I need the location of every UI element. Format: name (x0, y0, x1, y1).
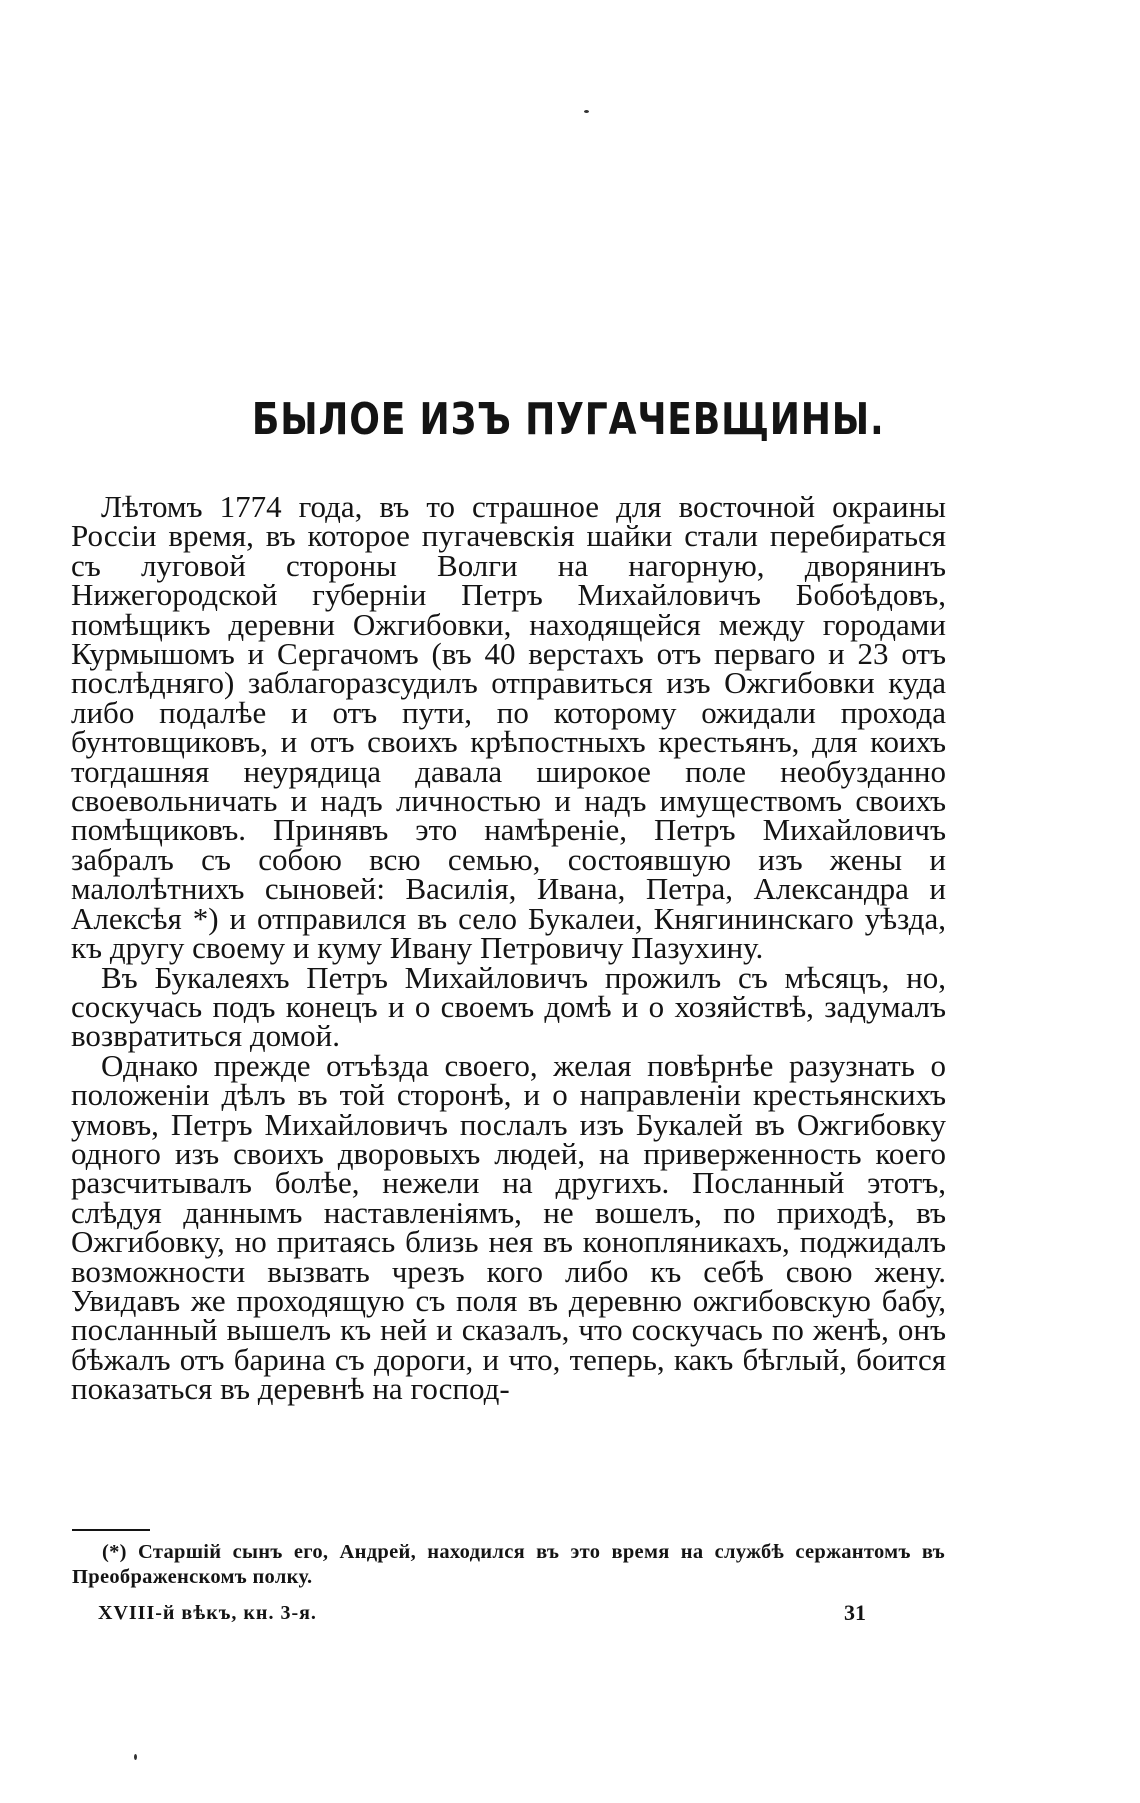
footnote-separator (72, 1529, 150, 1531)
ink-speck (134, 1754, 137, 1760)
paragraph-1: Лѣтомъ 1774 года, въ то страшное для восточной окраины Россіи время, въ которое пугачевскія шайки стали перебираться съ луговой стороны Волги на нагорную, дворянинъ Нижегородской губерніи Петръ Михайловичъ Бобоѣдовъ, помѣщикъ деревни Ожгибовки, находящейся между городами Курмышомъ и Сергачомъ (въ 40 верстахъ отъ перваго и 23 отъ послѣдняго) заблагоразсудилъ отправиться изъ Ожгибовки куда либо подалѣе и отъ пути, по которому ожидали прохода бунтовщиковъ, и отъ своихъ крѣпостныхъ крестьянъ, для коихъ тогдашняя неурядица давала широкое поле необузданно своевольничать и надъ личностью и надъ имуществомъ своихъ помѣщиковъ. Принявъ это намѣреніе, Петръ Михайловичъ забралъ съ собою всю семью, состоявшую изъ жены и малолѣтнихъ сыновей: Василія, Ивана, Петра, Александра и Алексѣя *) и отправился въ село Букалеи, Княгининскаго уѣзда, къ другу своему и куму Ивану Петровичу Пазухину. (71, 489, 946, 966)
ink-speck (584, 110, 589, 113)
page-number: 31 (844, 1600, 866, 1625)
article-title: БЫЛОЕ ИЗЪ ПУГАЧЕВЩИНЫ. (251, 394, 885, 445)
paragraph-3: Однако прежде отъѣзда своего, желая повѣрнѣе разузнать о положеніи дѣлъ въ той сторонѣ, и о направленіи крестьянскихъ умовъ, Петръ Михайловичъ послалъ изъ Букалей въ Ожгибовку одного изъ своихъ дворовыхъ людей, на приверженность коего разсчитывалъ болѣе, нежели на другихъ. Посланный этотъ, слѣдуя даннымъ наставленіямъ, не вошелъ, по приходѣ, въ Ожгибовку, но притаясь близь нея въ конопляникахъ, поджидалъ возможности вызвать чрезъ кого либо къ себѣ свою жену. Увидавъ же проходящую съ поля въ деревню ожгибовскую бабу, посланный вышелъ къ ней и сказалъ, что соскучась по женѣ, онъ бѣжалъ отъ барина съ дороги, и что, теперь, какъ бѣглый, боится показаться въ деревнѣ на господ- (71, 1047, 946, 1407)
article-body (71, 489, 946, 1407)
paragraph-2: Въ Букалеяхъ Петръ Михайловичъ прожилъ съ мѣсяцъ, но, соскучась подъ конецъ и о своемъ домѣ и о хозяйствѣ, задумалъ возвратиться домой. (71, 959, 946, 1054)
footnote: (*) Старшій сынъ его, Андрей, находился въ это время на службѣ сержантомъ въ Преображенскомъ полку. (72, 1541, 945, 1588)
running-title: XVIII-й вѣкъ, кн. 3-я. (98, 1602, 317, 1624)
